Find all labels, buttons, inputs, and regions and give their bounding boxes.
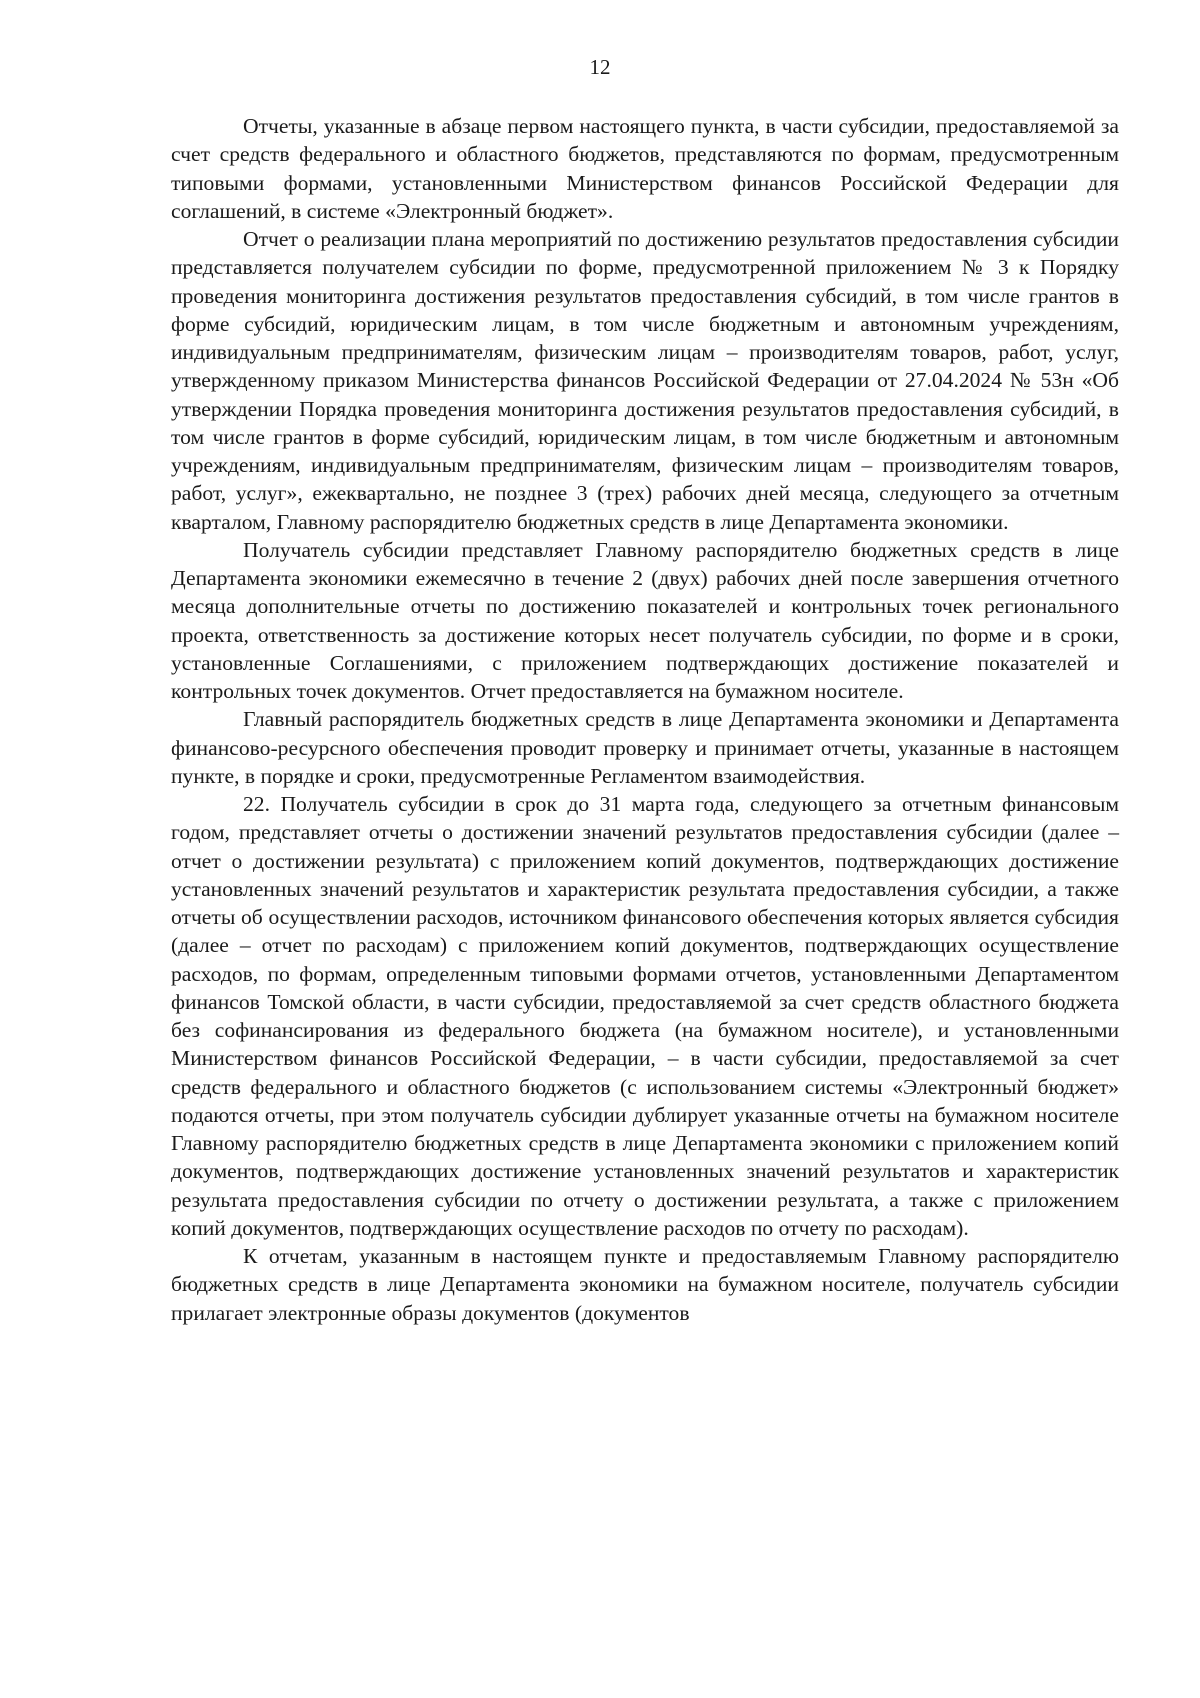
paragraph: Главный распорядитель бюджетных средств в лице Департамента экономики и Департамента финансово-ресурсного обеспечения проводит проверку и принимает отчеты, указанные в настоящем пункте, в порядке и сроки, предусмотренные Регламентом взаимодействия.: [171, 707, 1119, 788]
paragraph: Отчет о реализации плана мероприятий по достижению результатов предоставления субсидии представляется получателем субсидии по форме, предусмотренной приложением № 3 к Порядку проведения мониторинга достижения результатов предоставления субсидий, в том числе грантов в форме субсидий, юридическим лицам, в том числе бюджетным и автономным учреждениям, индивидуальным предпринимателям, физическим лицам – производителям товаров, работ, услуг, утвержденному приказом Министерства финансов Российской Федерации от 27.04.2024 № 53н «Об утверждении Порядка проведения мониторинга достижения результатов предоставления субсидий, в том числе грантов в форме субсидий, юридическим лицам, в том числе бюджетным и автономным учреждениям, индивидуальным предпринимателям, физическим лицам – производителям товаров, работ, услуг», ежеквартально, не позднее 3 (трех) рабочих дней месяца, следующего за отчетным кварталом, Главному распорядителю бюджетных средств в лице Департамента экономики.: [171, 227, 1119, 534]
document-body: [171, 112, 1119, 1327]
paragraph: К отчетам, указанным в настоящем пункте и предоставляемым Главному распорядителю бюджетных средств в лице Департамента экономики на бумажном носителе, получатель субсидии прилагает электронные образы документов (документов: [171, 1244, 1119, 1325]
page-number: 12: [589, 55, 611, 79]
paragraph: Отчеты, указанные в абзаце первом настоящего пункта, в части субсидии, предоставляемой за счет средств федерального и областного бюджетов, представляются по формам, предусмотренным типовыми формами, установленными Министерством финансов Российской Федерации для соглашений, в системе «Электронный бюджет».: [171, 114, 1119, 223]
paragraph: 22. Получатель субсидии в срок до 31 марта года, следующего за отчетным финансовым годом, представляет отчеты о достижении значений результатов предоставления субсидии (далее – отчет о достижении результата) с приложением копий документов, подтверждающих достижение установленных значений результатов и характеристик результата предоставления субсидии, а также отчеты об осуществлении расходов, источником финансового обеспечения которых является субсидия (далее – отчет по расходам) с приложением копий документов, подтверждающих осуществление расходов, по формам, определенным типовыми формами отчетов, установленными Департаментом финансов Томской области, в части субсидии, предоставляемой за счет средств областного бюджета без софинансирования из федерального бюджета (на бумажном носителе), и установленными Министерством финансов Российской Федерации, – в части субсидии, предоставляемой за счет средств федерального и областного бюджетов (с использованием системы «Электронный бюджет» подаются отчеты, при этом получатель субсидии дублирует указанные отчеты на бумажном носителе Главному распорядителю бюджетных средств в лице Департамента экономики с приложением копий документов, подтверждающих достижение установленных значений результатов и характеристик результата предоставления субсидии по отчету о достижении результата, а также с приложением копий документов, подтверждающих осуществление расходов по отчету по расходам).: [171, 792, 1119, 1240]
paragraph: Получатель субсидии представляет Главному распорядителю бюджетных средств в лице Департамента экономики ежемесячно в течение 2 (двух) рабочих дней после завершения отчетного месяца дополнительные отчеты по достижению показателей и контрольных точек регионального проекта, ответственность за достижение которых несет получатель субсидии, по форме и в сроки, установленные Соглашениями, с приложением подтверждающих достижение показателей и контрольных точек документов. Отчет предоставляется на бумажном носителе.: [171, 537, 1119, 703]
